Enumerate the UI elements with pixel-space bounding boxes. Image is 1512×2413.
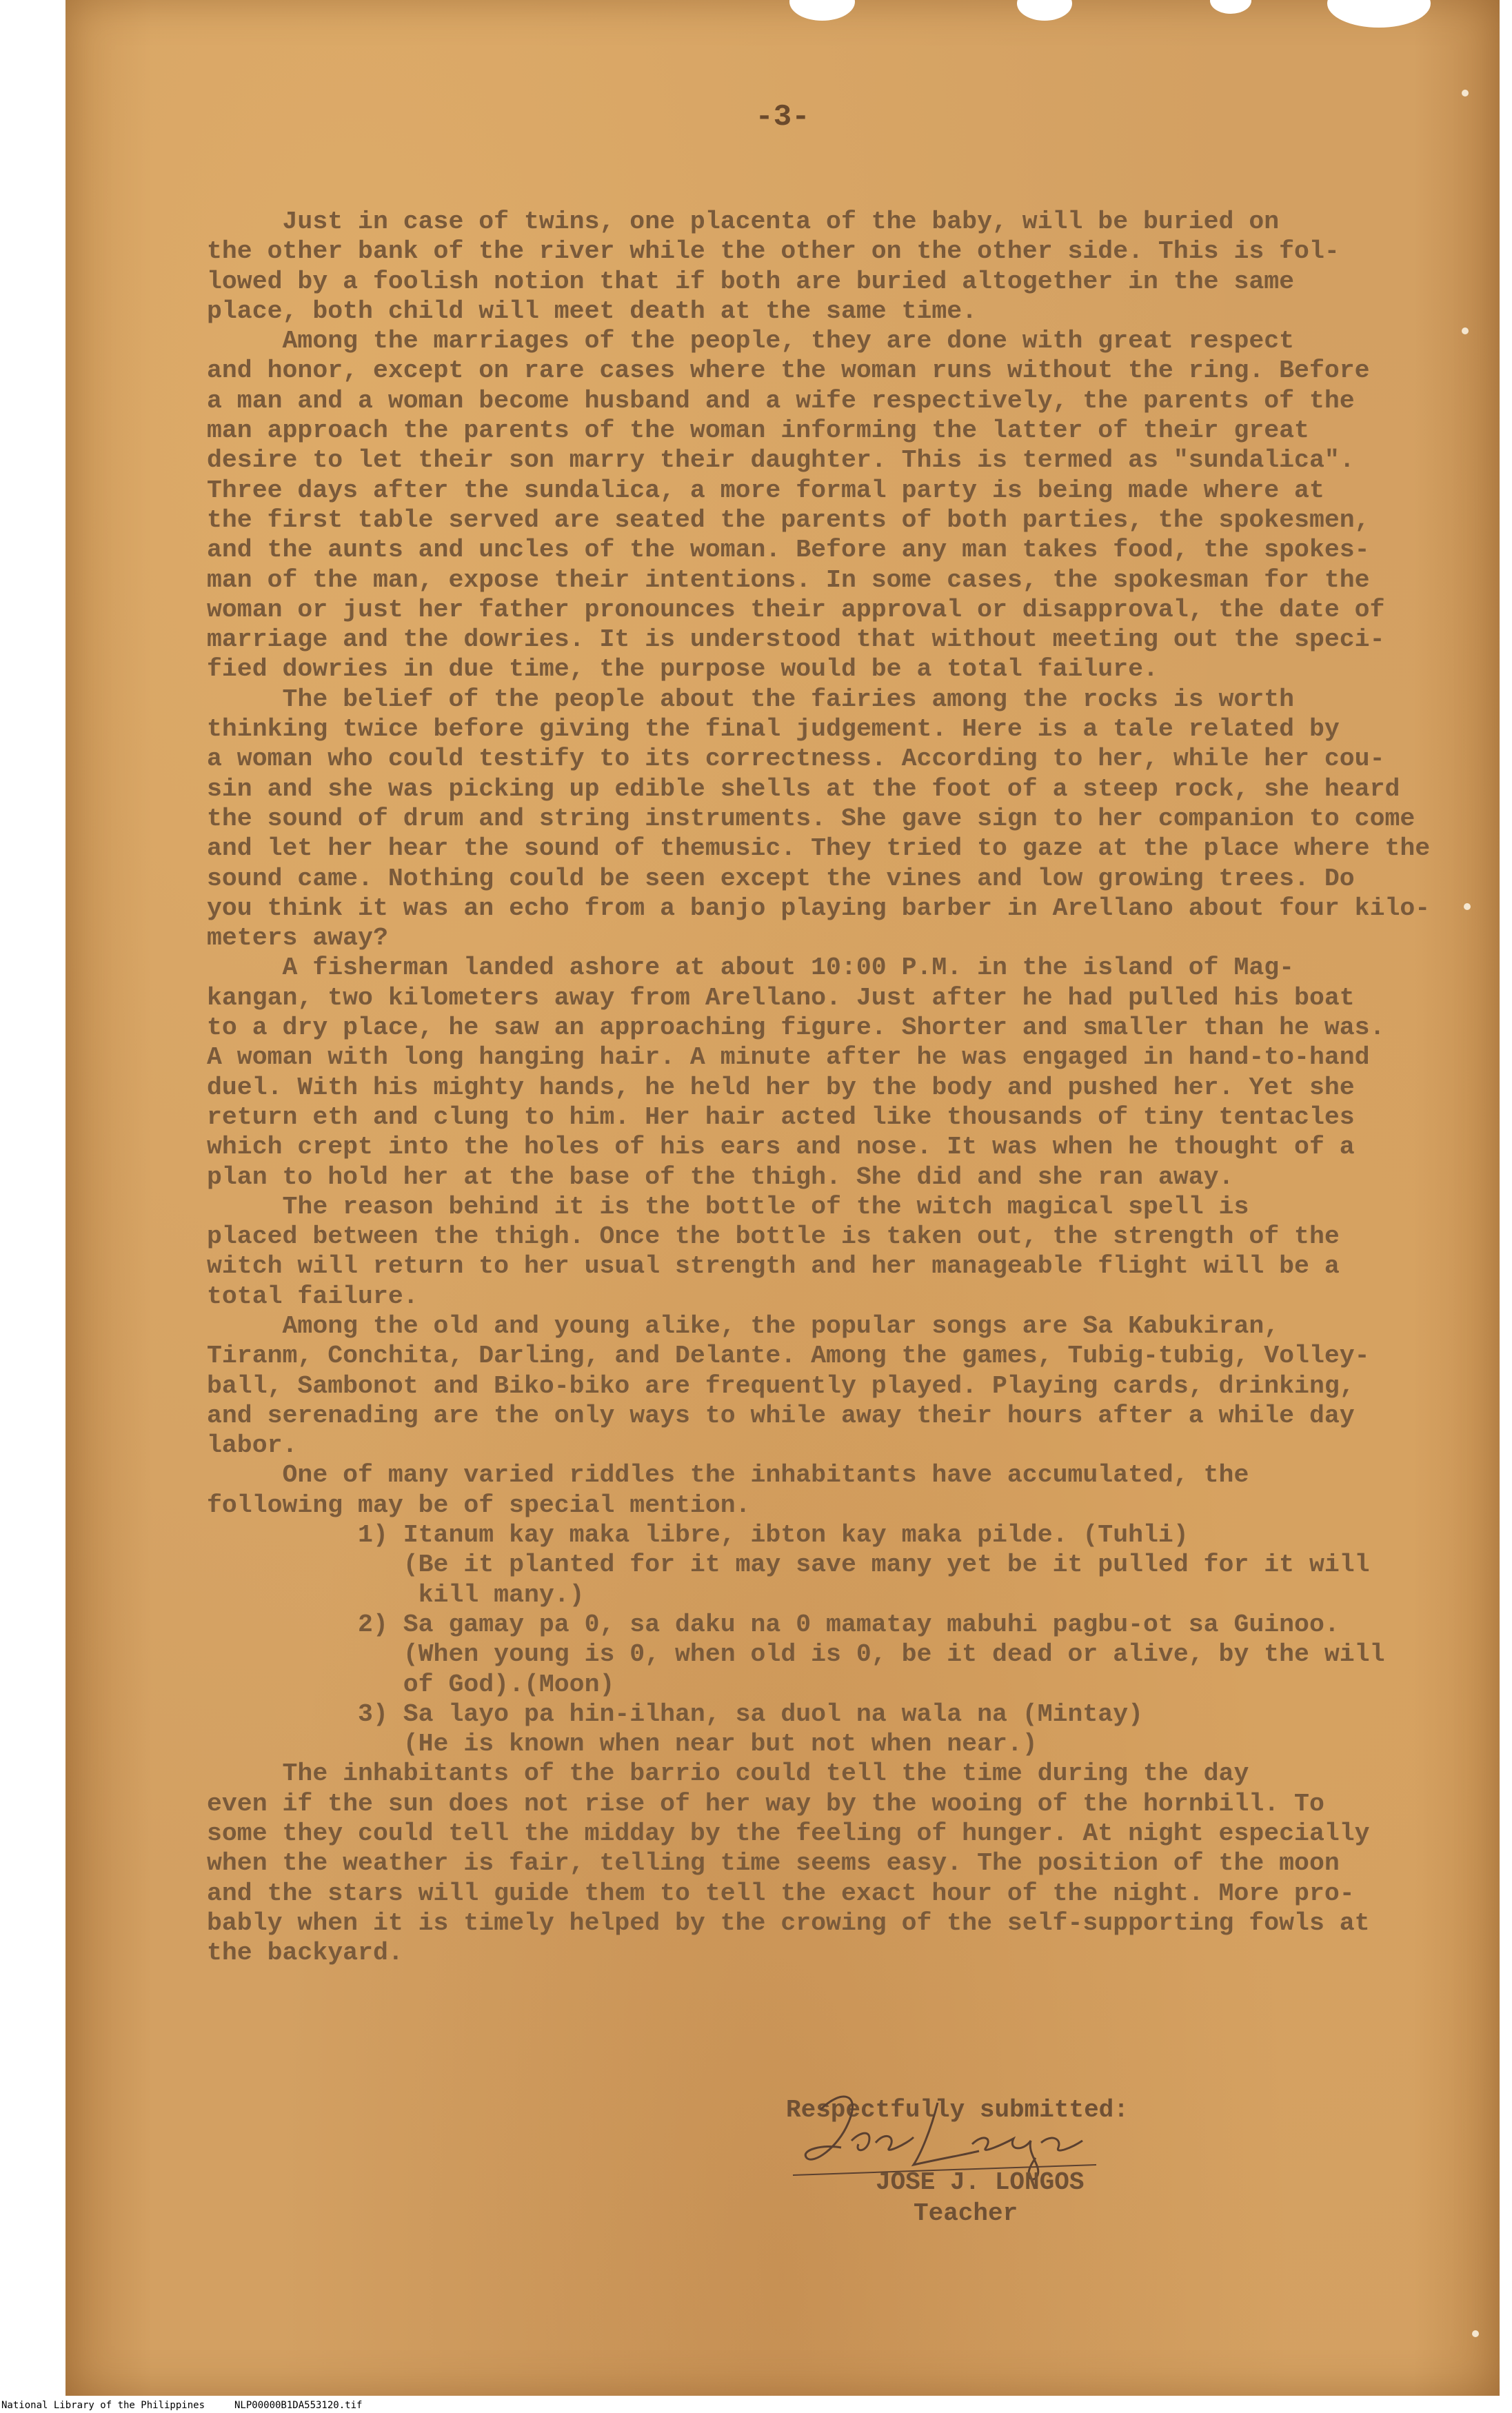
signer-name: JOSE J. LONGOS — [876, 2168, 1085, 2197]
text-line: plan to hold her at the base of the thigh. She did and she ran away. — [207, 1162, 1234, 1191]
text-line: fied dowries in due time, the purpose would be a total failure. — [207, 655, 1158, 684]
text-line: when the weather is fair, telling time seems easy. The position of the moon — [207, 1849, 1340, 1878]
text-line: some they could tell the midday by the feeling of hunger. At night especially — [207, 1819, 1370, 1848]
text-line: Tiranm, Conchita, Darling, and Delante. Among the games, Tubig-tubig, Volley- — [207, 1342, 1370, 1371]
text-line: 1) Itanum kay maka libre, ibton kay maka pilde. (Tuhli) — [207, 1521, 1189, 1550]
text-line: A woman with long hanging hair. A minute after he was engaged in hand-to-hand — [207, 1043, 1370, 1072]
text-line: The inhabitants of the barrio could tell the time during the day — [207, 1759, 1249, 1788]
text-line: Three days after the sundalica, a more formal party is being made where at — [207, 476, 1324, 505]
closing-line: Respectfully submitted: — [786, 2096, 1129, 2124]
text-line: man approach the parents of the woman informing the latter of their great — [207, 416, 1309, 445]
text-line: witch will return to her usual strength and her manageable flight will be a — [207, 1252, 1340, 1281]
text-line: sin and she was picking up edible shells at the foot of a steep rock, she heard — [207, 774, 1400, 803]
text-line: (He is known when near but not when near.) — [207, 1730, 1038, 1759]
pin-hole — [1462, 327, 1469, 334]
text-line: a woman who could testify to its correctness. According to her, while her cou- — [207, 745, 1385, 774]
text-line: thinking twice before giving the final judgement. Here is a tale related by — [207, 715, 1340, 744]
text-line: marriage and the dowries. It is understood that without meeting out the speci- — [207, 625, 1385, 654]
paper-tear — [1017, 0, 1072, 21]
text-line: kangan, two kilometers away from Arellano. Just after he had pulled his boat — [207, 983, 1355, 1012]
text-line: duel. With his mighty hands, he held her by the body and pushed her. Yet she — [207, 1073, 1355, 1102]
text-line: you think it was an echo from a banjo playing barber in Arellano about four kilo- — [207, 893, 1431, 922]
text-line: kill many.) — [207, 1580, 585, 1609]
text-line: woman or just her father pronounces their approval or disapproval, the date of — [207, 595, 1385, 624]
text-line: meters away? — [207, 924, 388, 953]
text-line: desire to let their son marry their daughter. This is termed as "sundalica". — [207, 446, 1355, 475]
text-line: man of the man, expose their intentions. In some cases, the spokesman for the — [207, 565, 1370, 594]
text-line: sound came. Nothing could be seen except the vines and low growing trees. Do — [207, 864, 1355, 893]
text-line: (Be it planted for it may save many yet be it pulled for it will — [207, 1551, 1370, 1579]
text-line: following may be of special mention. — [207, 1491, 751, 1520]
text-line: (When young is 0, when old is 0, be it dead or alive, by the will — [207, 1640, 1385, 1669]
text-line: and the stars will guide them to tell the exact hour of the night. More pro- — [207, 1879, 1355, 1908]
text-line: placed between the thigh. Once the bottle is taken out, the strength of the — [207, 1222, 1340, 1251]
text-line: the sound of drum and string instruments. She gave sign to her companion to come — [207, 804, 1415, 833]
text-line: the other bank of the river while the other on the other side. This is fol- — [207, 237, 1340, 266]
text-line: 3) Sa layo pa hin-ilhan, sa duol na wala na (Mintay) — [207, 1699, 1144, 1728]
text-line: 2) Sa gamay pa 0, sa daku na 0 mamatay mabuhi pagbu-ot sa Guinoo. — [207, 1610, 1340, 1639]
text-line: a man and a woman become husband and a wife respectively, the parents of the — [207, 386, 1355, 415]
footer-text: National Library of the Philippines — [1, 2400, 205, 2411]
text-line: and let her hear the sound of themusic. They tried to gaze at the place where the — [207, 834, 1431, 863]
footer-file: NLP00000B1DA553120.tif — [234, 2400, 363, 2411]
footer-strip — [0, 2398, 1512, 2413]
pin-hole — [1472, 2330, 1479, 2337]
text-line: The reason behind it is the bottle of the witch magical spell is — [207, 1192, 1249, 1221]
text-line: The belief of the people about the fairies among the rocks is worth — [207, 685, 1295, 714]
text-line: and the aunts and uncles of the woman. Before any man takes food, the spokes- — [207, 536, 1370, 565]
pin-hole — [1464, 903, 1471, 910]
text-line: the backyard. — [207, 1939, 403, 1968]
text-line: ball, Sambonot and Biko-biko are frequently played. Playing cards, drinking, — [207, 1371, 1355, 1400]
paper-tear — [1327, 0, 1431, 28]
text-line: return eth and clung to him. Her hair acted like thousands of tiny tentacles — [207, 1102, 1355, 1131]
document-body — [207, 207, 1448, 1968]
text-line: and serenading are the only ways to while away their hours after a while day — [207, 1401, 1355, 1430]
text-line: to a dry place, he saw an approaching figure. Shorter and smaller than he was. — [207, 1013, 1385, 1042]
text-line: Just in case of twins, one placenta of the baby, will be buried on — [207, 208, 1280, 236]
text-line: bably when it is timely helped by the crowing of the self-supporting fowls at — [207, 1908, 1370, 1937]
text-line: labor. — [207, 1431, 298, 1460]
paper-tear — [1210, 0, 1251, 14]
text-line: which crept into the holes of his ears and nose. It was when he thought of a — [207, 1133, 1355, 1162]
text-line: the first table served are seated the parents of both parties, the spokesmen, — [207, 505, 1370, 534]
text-line: and honor, except on rare cases where the woman runs without the ring. Before — [207, 356, 1370, 385]
paper-tear — [789, 0, 855, 21]
text-line: of God).(Moon) — [207, 1670, 615, 1699]
text-line: total failure. — [207, 1282, 419, 1311]
pin-hole — [1462, 90, 1469, 97]
signer-role: Teacher — [914, 2199, 1018, 2228]
text-line: Among the old and young alike, the popular songs are Sa Kabukiran, — [207, 1311, 1280, 1340]
text-line: Among the marriages of the people, they are done with great respect — [207, 327, 1295, 356]
page-number: -3- — [755, 100, 810, 134]
text-line: lowed by a foolish notion that if both are buried altogether in the same — [207, 267, 1295, 296]
text-line: One of many varied riddles the inhabitants have accumulated, the — [207, 1461, 1249, 1490]
text-line: A fisherman landed ashore at about 10:00 P.M. in the island of Mag- — [207, 953, 1295, 982]
text-line: even if the sun does not rise of her way by the wooing of the hornbill. To — [207, 1789, 1324, 1818]
text-line: place, both child will meet death at the same time. — [207, 296, 978, 325]
